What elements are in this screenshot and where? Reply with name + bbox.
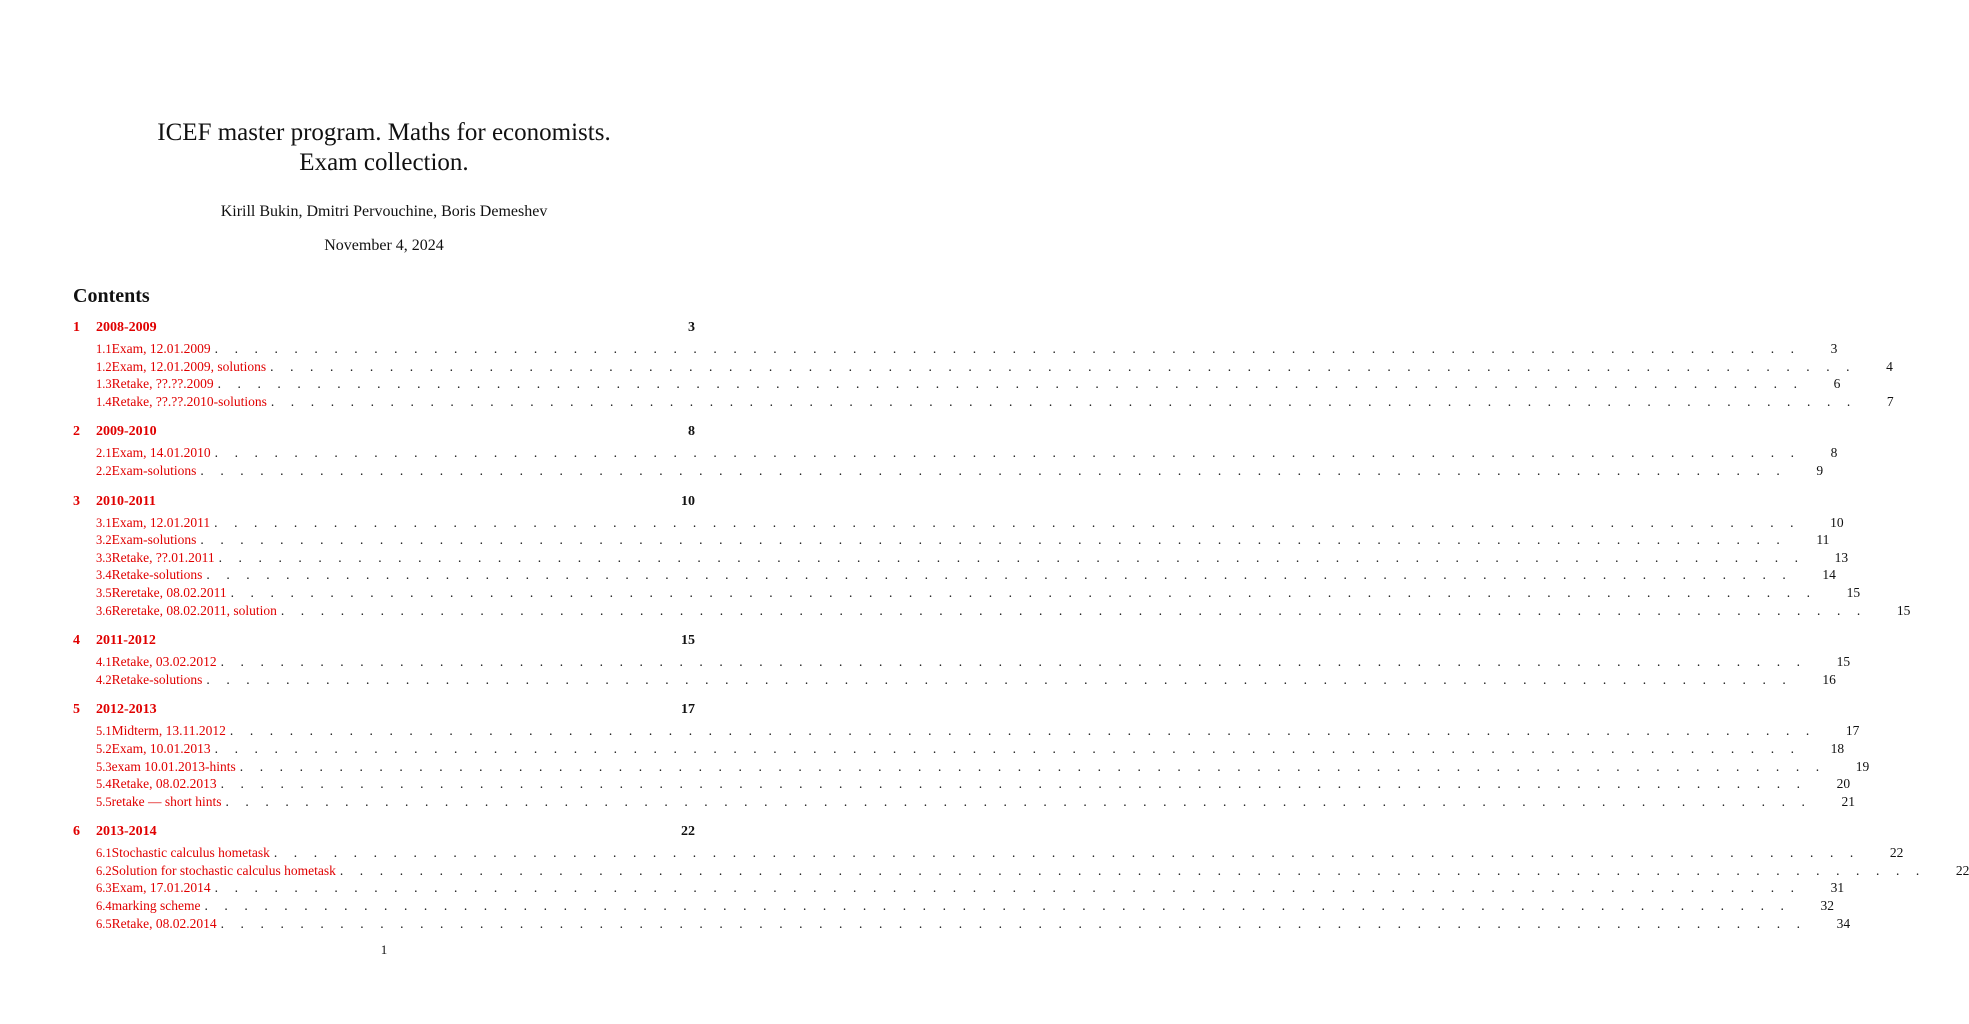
toc-dot-leader: . . . . . . . . . . . . . . . . . . . . . . . . . . . . . . . . . . . . . . . . . . . . . . . . . . . . . . . . . . . . . . . . . . . . . . . . . . . . . . . .: [204, 898, 1791, 914]
toc-section-title: 2012-2013: [96, 702, 157, 718]
toc-subsection-link[interactable]: [73, 340, 1838, 358]
toc-section-page: 8: [688, 424, 695, 440]
toc-subsection-title: Exam, 12.01.2009: [111, 341, 211, 356]
toc-section-link[interactable]: [73, 494, 695, 514]
toc-dot-leader: . . . . . . . . . . . . . . . . . . . . . . . . . . . . . . . . . . . . . . . . . . . . . . . . . . . . . . . . . . . . . . . . . . . . . . . . . . . . . . . .: [214, 740, 1801, 756]
toc-subsection-page: 14: [1822, 567, 1836, 583]
toc-subsection-number: 6.5: [96, 916, 112, 931]
toc-dot-leader: . . . . . . . . . . . . . . . . . . . . . . . . . . . . . . . . . . . . . . . . . . . . . . . . . . . . . . . . . . . . . . . . . . . . . . . . . . . . . . . .: [200, 462, 1787, 478]
toc-section-title: 2008-2009: [96, 320, 157, 335]
toc-subsection-link[interactable]: [73, 915, 1851, 933]
toc-subsection-title: Reretake, 08.02.2011, solution: [111, 602, 277, 618]
toc-subsection-number: 3.6: [96, 603, 112, 618]
toc-subsection-title: retake — short hints: [111, 793, 222, 809]
toc-section: [73, 493, 1911, 620]
toc-subsection-number: 2.1: [96, 446, 112, 461]
toc-subsection-link[interactable]: [73, 514, 1844, 532]
toc-subsection-title: Retake, 08.02.2013: [111, 776, 217, 792]
contents-heading: Contents: [73, 285, 150, 307]
toc-subsection-page: 13: [1834, 549, 1849, 565]
toc-subsection-page: 16: [1822, 671, 1836, 687]
toc-section-number: 2: [73, 424, 80, 440]
toc-subsection-title: Retake, 08.02.2014: [111, 915, 217, 931]
toc-section-link[interactable]: [73, 702, 695, 722]
toc-subsection-title: Stochastic calculus hometask: [111, 845, 270, 861]
toc-subsection-title: Exam-solutions: [111, 462, 197, 478]
toc-subsection-number: 3.5: [96, 585, 112, 600]
toc-subsection-title: Retake-solutions: [111, 567, 203, 583]
toc-subsection-number: 4.1: [96, 655, 112, 670]
toc-subsection-number: 3.4: [96, 568, 112, 583]
toc-subsection-link[interactable]: [73, 549, 1849, 567]
toc-subsection-page: 31: [1830, 880, 1845, 896]
toc-subsection-number: 3.2: [96, 533, 112, 548]
toc-subsection-title: Retake, ??.??.2010-solutions: [111, 393, 267, 409]
toc-subsection-link[interactable]: [73, 775, 1851, 793]
toc-section-title: 2013-2014: [96, 824, 157, 840]
toc-subsection-title: Solution for stochastic calculus hometask: [111, 862, 336, 878]
toc-section-number: 3: [73, 493, 80, 509]
toc-dot-leader: . . . . . . . . . . . . . . . . . . . . . . . . . . . . . . . . . . . . . . . . . . . . . . . . . . . . . . . . . . . . . . . . . . . . . . . . . . . . . . . .: [220, 654, 1807, 670]
toc-subsection-title: Exam, 14.01.2010: [111, 445, 211, 461]
toc-subsection-number: 1.2: [96, 359, 112, 374]
toc-subsection-page: 20: [1836, 776, 1851, 792]
toc-dot-leader: . . . . . . . . . . . . . . . . . . . . . . . . . . . . . . . . . . . . . . . . . . . . . . . . . . . . . . . . . . . . . . . . . . . . . . . . . . . . . . . .: [220, 915, 1807, 931]
toc-section-link[interactable]: [73, 824, 695, 844]
toc-subsection-number: 4.2: [96, 672, 112, 687]
toc-dot-leader: . . . . . . . . . . . . . . . . . . . . . . . . . . . . . . . . . . . . . . . . . . . . . . . . . . . . . . . . . . . . . . . . . . . . . . . . . . . . . . . .: [270, 393, 1857, 409]
toc-section: [73, 702, 1870, 810]
toc-subsection-page: 9: [1816, 462, 1824, 478]
toc-subsection-number: 5.1: [96, 724, 112, 739]
toc-subsection-number: 1.3: [96, 377, 112, 392]
toc-section-page: 3: [688, 320, 695, 335]
toc-dot-leader: . . . . . . . . . . . . . . . . . . . . . . . . . . . . . . . . . . . . . . . . . . . . . . . . . . . . . . . . . . . . . . . . . . . . . . . . . . . . . . . .: [214, 445, 1801, 461]
toc-subsection-title: Exam, 17.01.2014: [111, 880, 211, 896]
toc-dot-leader: . . . . . . . . . . . . . . . . . . . . . . . . . . . . . . . . . . . . . . . . . . . . . . . . . . . . . . . . . . . . . . . . . . . . . . . . . . . . . . . .: [214, 880, 1801, 896]
toc-dot-leader: . . . . . . . . . . . . . . . . . . . . . . . . . . . . . . . . . . . . . . . . . . . . . . . . . . . . . . . . . . . . . . . . . . . . . . . . . . . . . . . .: [206, 671, 1793, 687]
toc-section-number: 6: [73, 824, 80, 840]
toc-subsection-link[interactable]: [73, 740, 1845, 758]
toc-section: [73, 824, 1969, 932]
toc-dot-leader: . . . . . . . . . . . . . . . . . . . . . . . . . . . . . . . . . . . . . . . . . . . . . . . . . . . . . . . . . . . . . . . . . . . . . . . . . . . . . . . .: [220, 776, 1807, 792]
toc-section-title: 2011-2012: [96, 633, 156, 649]
toc-section-page: 15: [681, 633, 695, 649]
toc-subsection-number: 5.5: [96, 794, 112, 809]
toc-subsection-link[interactable]: [73, 862, 1969, 880]
toc-dot-leader: . . . . . . . . . . . . . . . . . . . . . . . . . . . . . . . . . . . . . . . . . . . . . . . . . . . . . . . . . . . . . . . . . . . . . . . . . . . . . . . .: [200, 532, 1787, 548]
toc-subsection-title: Retake, ??.??.2009: [111, 376, 214, 392]
toc-dot-leader: . . . . . . . . . . . . . . . . . . . . . . . . . . . . . . . . . . . . . . . . . . . . . . . . . . . . . . . . . . . . . . . . . . . . . . . . . . . . . . . .: [229, 723, 1816, 739]
toc-subsection-page: 22: [1889, 845, 1904, 861]
authors: Kirill Bukin, Dmitri Pervouchine, Boris Demeshev: [220, 203, 548, 220]
toc-dot-leader: . . . . . . . . . . . . . . . . . . . . . . . . . . . . . . . . . . . . . . . . . . . . . . . . . . . . . . . . . . . . . . . . . . . . . . . . . . . . . . . .: [230, 584, 1817, 600]
toc-dot-leader: . . . . . . . . . . . . . . . . . . . . . . . . . . . . . . . . . . . . . . . . . . . . . . . . . . . . . . . . . . . . . . . . . . . . . . . . . . . . . . . .: [218, 549, 1805, 565]
toc-subsection-link[interactable]: [73, 758, 1870, 776]
toc-section-page: 22: [681, 824, 695, 840]
toc-subsection-title: exam 10.01.2013-hints: [111, 758, 236, 774]
toc-subsection-link[interactable]: [73, 722, 1860, 740]
toc-subsection-link[interactable]: [73, 462, 1824, 480]
toc-subsection-link[interactable]: [73, 602, 1911, 620]
toc-section-number: 5: [73, 702, 80, 718]
toc-subsection-title: Exam, 12.01.2009, solutions: [111, 358, 267, 374]
toc-subsection-page: 15: [1836, 654, 1851, 670]
toc-section: [73, 424, 1838, 479]
toc-dot-leader: . . . . . . . . . . . . . . . . . . . . . . . . . . . . . . . . . . . . . . . . . . . . . . . . . . . . . . . . . . . . . . . . . . . . . . . . . . . . . . . .: [214, 341, 1801, 356]
toc-subsection-title: Retake, 03.02.2012: [111, 654, 217, 670]
toc-subsection-number: 5.3: [96, 759, 112, 774]
toc-subsection-page: 7: [1886, 393, 1894, 409]
toc-dot-leader: . . . . . . . . . . . . . . . . . . . . . . . . . . . . . . . . . . . . . . . . . . . . . . . . . . . . . . . . . . . . . . . . . . . . . . . . . . . . . . . .: [280, 602, 1867, 618]
toc-dot-leader: . . . . . . . . . . . . . . . . . . . . . . . . . . . . . . . . . . . . . . . . . . . . . . . . . . . . . . . . . . . . . . . . . . . . . . . . . . . . . . . .: [214, 514, 1801, 530]
toc-subsection-title: marking scheme: [111, 898, 201, 914]
toc-subsection-page: 15: [1846, 584, 1861, 600]
page-number: 1: [380, 942, 388, 957]
toc-subsection-page: 8: [1830, 445, 1838, 461]
document-title: [0, 118, 768, 178]
toc-subsection-link[interactable]: [73, 844, 1904, 862]
toc-subsection-title: Reretake, 08.02.2011: [111, 584, 227, 600]
toc-subsection-link[interactable]: [73, 671, 1836, 689]
toc-subsection-page: 34: [1836, 915, 1851, 931]
toc-subsection-number: 3.1: [96, 515, 112, 530]
toc-dot-leader: . . . . . . . . . . . . . . . . . . . . . . . . . . . . . . . . . . . . . . . . . . . . . . . . . . . . . . . . . . . . . . . . . . . . . . . . . . . . . . . .: [217, 376, 1804, 392]
toc-subsection-page: 21: [1841, 793, 1856, 809]
toc-subsection-page: 19: [1855, 758, 1870, 774]
toc-section-link[interactable]: [73, 320, 695, 340]
toc-subsection-number: 5.2: [96, 741, 112, 756]
toc-subsection-title: Exam, 10.01.2013: [111, 740, 211, 756]
toc-subsection-page: 10: [1830, 514, 1844, 530]
toc-subsection-number: 5.4: [96, 777, 112, 792]
toc-subsection-number: 2.2: [96, 463, 112, 478]
toc-subsection-link[interactable]: [73, 653, 1851, 671]
toc-section: [73, 633, 1851, 688]
toc-subsection-title: Exam-solutions: [111, 532, 197, 548]
title-line-1: ICEF master program. Maths for economists.: [157, 119, 611, 146]
toc-subsection-title: Retake, ??.01.2011: [111, 549, 215, 565]
toc-subsection-link[interactable]: [73, 375, 1841, 393]
toc-subsection-number: 1.1: [96, 342, 112, 356]
toc-subsection-number: 6.1: [96, 846, 112, 861]
toc-subsection-link[interactable]: [73, 393, 1894, 411]
toc-section-number: 4: [73, 633, 80, 649]
toc-subsection-number: 1.4: [96, 394, 112, 409]
toc-subsection-page: 18: [1830, 740, 1845, 756]
toc-subsection-page: 17: [1845, 723, 1860, 739]
table-of-contents: [73, 320, 1969, 946]
toc-dot-leader: . . . . . . . . . . . . . . . . . . . . . . . . . . . . . . . . . . . . . . . . . . . . . . . . . . . . . . . . . . . . . . . . . . . . . . . . . . . . . . . .: [339, 862, 1926, 878]
toc-section-number: 1: [73, 320, 80, 335]
toc-subsection-page: 22: [1955, 862, 1969, 878]
toc-subsection-link[interactable]: [73, 358, 1893, 376]
toc-section-page: 17: [681, 702, 695, 718]
toc-subsection-number: 6.4: [96, 899, 112, 914]
toc-subsection-page: 15: [1896, 602, 1911, 618]
title-line-2: Exam collection.: [299, 149, 469, 176]
toc-subsection-link[interactable]: [73, 566, 1836, 584]
toc-subsection-link[interactable]: [73, 879, 1845, 897]
toc-section-title: 2009-2010: [96, 424, 157, 440]
toc-dot-leader: . . . . . . . . . . . . . . . . . . . . . . . . . . . . . . . . . . . . . . . . . . . . . . . . . . . . . . . . . . . . . . . . . . . . . . . . . . . . . . . .: [239, 758, 1826, 774]
toc-subsection-link[interactable]: [73, 897, 1835, 915]
toc-subsection-link[interactable]: [73, 531, 1830, 549]
toc-dot-leader: . . . . . . . . . . . . . . . . . . . . . . . . . . . . . . . . . . . . . . . . . . . . . . . . . . . . . . . . . . . . . . . . . . . . . . . . . . . . . . . .: [273, 845, 1860, 861]
toc-subsection-title: Retake-solutions: [111, 671, 203, 687]
toc-subsection-link[interactable]: [73, 793, 1856, 811]
toc-subsection-number: 3.3: [96, 550, 112, 565]
toc-subsection-title: Exam, 12.01.2011: [111, 514, 211, 530]
toc-subsection-link[interactable]: [73, 444, 1838, 462]
toc-dot-leader: . . . . . . . . . . . . . . . . . . . . . . . . . . . . . . . . . . . . . . . . . . . . . . . . . . . . . . . . . . . . . . . . . . . . . . . . . . . . . . . .: [206, 567, 1793, 583]
date: November 4, 2024: [324, 237, 444, 254]
toc-subsection-page: 32: [1820, 898, 1835, 914]
toc-section-link[interactable]: [73, 424, 695, 444]
toc-subsection-number: 6.2: [96, 863, 112, 878]
toc-section: [73, 320, 1894, 410]
toc-section-page: 10: [681, 493, 695, 509]
toc-subsection-page: 6: [1833, 376, 1841, 392]
toc-subsection-number: 6.3: [96, 881, 112, 896]
toc-subsection-page: 4: [1886, 358, 1893, 374]
toc-subsection-page: 11: [1816, 532, 1830, 548]
toc-section-title: 2010-2011: [96, 493, 156, 509]
toc-subsection-title: Midterm, 13.11.2012: [111, 723, 226, 739]
toc-section-link[interactable]: [73, 633, 695, 653]
toc-dot-leader: . . . . . . . . . . . . . . . . . . . . . . . . . . . . . . . . . . . . . . . . . . . . . . . . . . . . . . . . . . . . . . . . . . . . . . . . . . . . . . . .: [270, 358, 1857, 374]
toc-dot-leader: . . . . . . . . . . . . . . . . . . . . . . . . . . . . . . . . . . . . . . . . . . . . . . . . . . . . . . . . . . . . . . . . . . . . . . . . . . . . . . . .: [225, 793, 1812, 809]
toc-subsection-page: 3: [1830, 341, 1838, 356]
toc-subsection-link[interactable]: [73, 584, 1861, 602]
